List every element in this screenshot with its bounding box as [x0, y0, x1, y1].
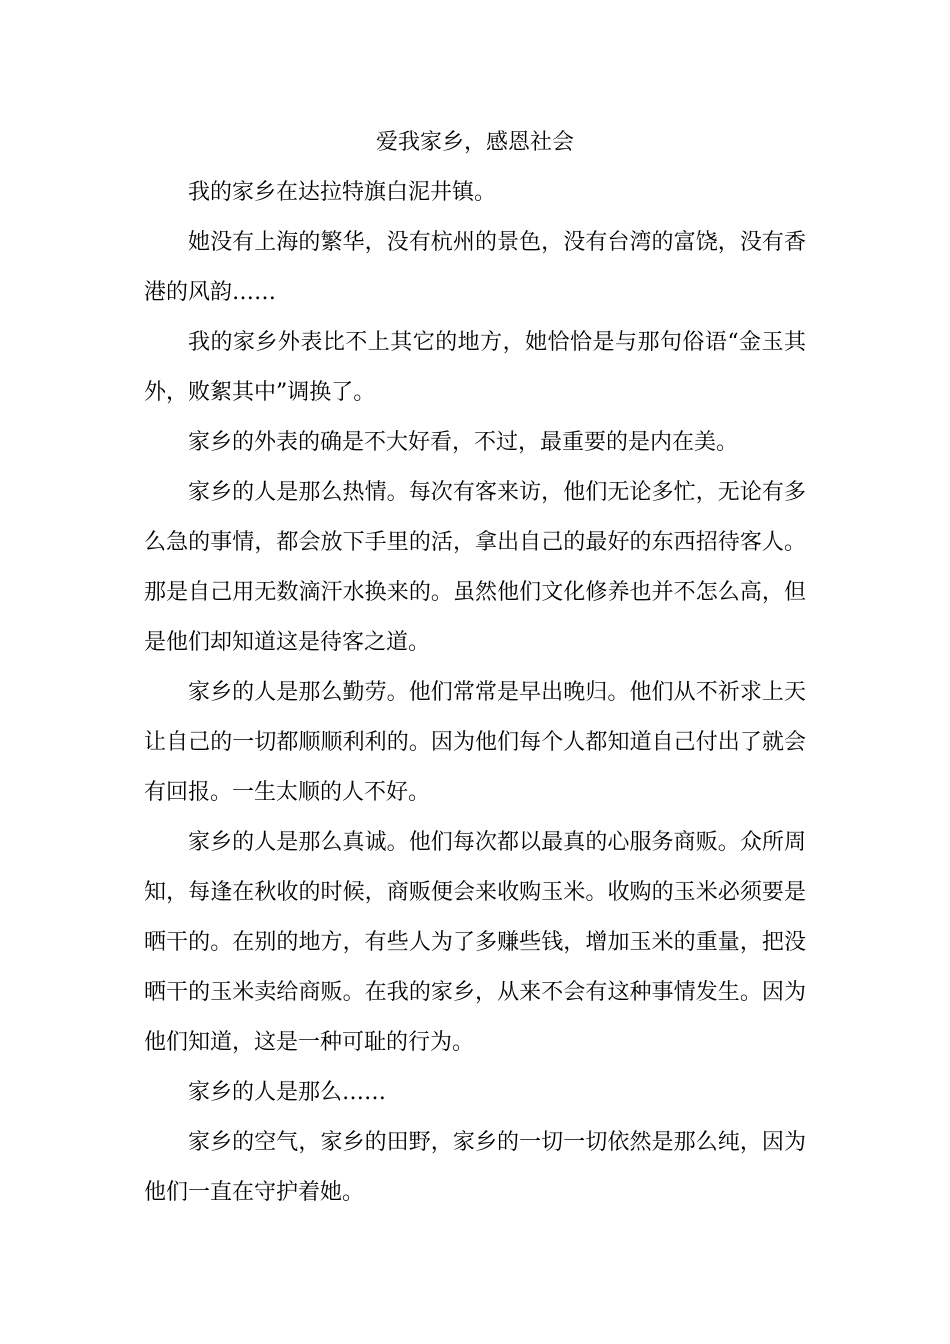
paragraph: 家乡的空气，家乡的田野，家乡的一切一切依然是那么纯，因为他们一直在守护着她。: [144, 1130, 806, 1205]
paragraph: 家乡的人是那么热情。每次有客来访，他们无论多忙，无论有多么急的事情，都会放下手里的活，拿出自己的最好的东西招待客人。那是自己用无数滴汗水换来的。虽然他们文化修养也并不怎么高，但是他们却知道这是待客之道。: [144, 480, 806, 655]
paragraph: 家乡的外表的确是不大好看，不过，最重要的是内在美。: [188, 430, 739, 455]
paragraph: 家乡的人是那么勤劳。他们常常是早出晚归。他们从不祈求上天让自己的一切都顺顺利利的。因为他们每个人都知道自己付出了就会有回报。一生太顺的人不好。: [144, 680, 806, 805]
paragraph: 她没有上海的繁华，没有杭州的景色，没有台湾的富饶，没有香港的风韵……: [144, 230, 806, 305]
document-body: [144, 118, 806, 1218]
document-title: 爱我家乡，感恩社会: [375, 130, 574, 155]
paragraph: 家乡的人是那么……: [188, 1080, 387, 1105]
paragraph: 我的家乡在达拉特旗白泥井镇。: [188, 180, 497, 205]
paragraph: 家乡的人是那么真诚。他们每次都以最真的心服务商贩。众所周知，每逢在秋收的时候，商贩便会来收购玉米。收购的玉米必须要是晒干的。在别的地方，有些人为了多赚些钱，增加玉米的重量，把没晒干的玉米卖给商贩。在我的家乡，从来不会有这种事情发生。因为他们知道，这是一种可耻的行为。: [144, 830, 806, 1055]
paragraph: 我的家乡外表比不上其它的地方，她恰恰是与那句俗语“金玉其外，败絮其中”调换了。: [144, 330, 806, 405]
